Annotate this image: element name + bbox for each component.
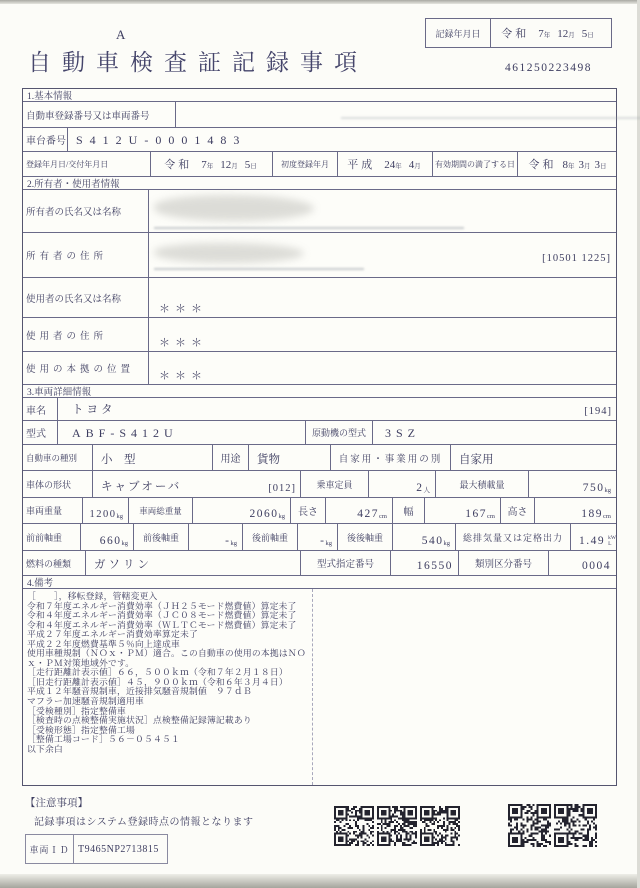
qr-code-pattern — [377, 806, 417, 846]
scan-edge-bottom — [0, 874, 640, 888]
length-value: 427 cm — [325, 498, 392, 523]
remark-line: ｘ・ＰＭ対策地域外です。 — [27, 657, 135, 668]
record-table — [22, 88, 617, 786]
remark-line: ［整備工場コード］５６－０５４５１ — [27, 734, 180, 745]
remark-line: 平成１２年騒音規制車，近接排気騒音規制値 ９７ｄＢ — [27, 686, 252, 697]
front-rear-axle-value: - kg — [188, 524, 242, 550]
record-date-box — [425, 18, 612, 48]
qr-code — [420, 806, 460, 846]
first-registration-value: 平成 24年 4月 — [337, 152, 432, 176]
base-location-row — [23, 352, 616, 385]
notice-title: 【注意事項】 — [25, 798, 88, 809]
rear-front-axle-label: 後前軸重 — [242, 524, 297, 550]
section-basic-title: 1.基本情報 — [27, 92, 73, 102]
owner-address-code: [10501 1225] — [542, 253, 611, 264]
record-date-value: 令和 7年 12月 5日 — [501, 28, 594, 40]
type-designation-label: 型式指定番号 — [300, 551, 390, 575]
remark-line: ［検査時の点検整備実施状況］点検整備記録簿記載あり — [27, 715, 252, 726]
section-vehicle-title: 3.車両詳細情報 — [27, 388, 92, 398]
vehicle-id-value: T9465NP2713815 — [78, 843, 159, 855]
front-rear-axle-label: 前後軸重 — [133, 524, 188, 550]
remarks-area — [23, 589, 616, 785]
gross-weight-label: 車両総重量 — [128, 498, 192, 523]
qr-code-pattern — [420, 806, 460, 846]
category-number-value: 0004 — [548, 551, 616, 575]
height-label: 高さ — [500, 498, 534, 523]
body-shape-row — [23, 471, 616, 498]
base-location-label: 使用の本拠の位置 — [26, 365, 135, 375]
model-label: 型式 — [26, 429, 46, 440]
vehicle-weight-label: 車両重量 — [26, 506, 63, 516]
user-address-stars: ＊＊＊ — [159, 337, 207, 349]
class-use-row — [23, 445, 616, 471]
weights-dimensions-row — [23, 498, 616, 524]
redaction-smudge — [341, 117, 640, 119]
registration-number-row — [23, 102, 616, 128]
vehicle-name-value — [57, 398, 616, 420]
remarks-divider — [312, 589, 313, 785]
section-vehicle-header — [23, 385, 616, 398]
chassis-number-label: 車台番号 — [26, 136, 66, 147]
rear-front-axle-value: - kg — [297, 524, 337, 550]
displacement-value: 1.49 kW L — [570, 524, 621, 550]
engine-model-label: 原動機の型式 — [305, 421, 372, 444]
fuel-type-value: ガソリン — [85, 551, 300, 575]
expiry-date-label: 有効期間の満了する日 — [432, 152, 517, 176]
redaction-smudge — [154, 227, 464, 229]
qr-code-pattern — [334, 806, 374, 846]
fuel-type-label: 燃料の種類 — [26, 558, 72, 569]
document-number: 461250223498 — [505, 62, 592, 74]
vehicle-weight-value: 1200 kg — [82, 498, 128, 523]
vehicle-name-text: トヨタ — [72, 404, 116, 416]
width-label: 幅 — [392, 498, 424, 523]
owner-name-row — [23, 190, 616, 233]
rear-rear-axle-value: 540 kg — [392, 524, 455, 550]
user-name-value — [148, 278, 616, 317]
owner-address-value — [148, 233, 616, 277]
type-designation-value: 16550 — [390, 551, 458, 575]
page-mark: A — [116, 27, 127, 42]
redaction-smudge — [154, 268, 364, 270]
capacity-value: 2 人 — [368, 471, 435, 497]
use-value: 貨物 — [248, 445, 330, 470]
category-number-label: 類別区分番号 — [458, 551, 548, 575]
chassis-number-row — [23, 128, 616, 152]
body-shape-text: キャブオーバ — [101, 481, 182, 493]
base-location-stars: ＊＊＊ — [159, 370, 207, 382]
vehicle-id-box — [25, 834, 168, 864]
remark-line: 令和４年度エネルギー消費効率（ＷＬＴＣモード燃費値）算定未了 — [27, 619, 297, 630]
remark-line: マフラー加速騒音規制適用車 — [27, 696, 144, 707]
qr-code — [377, 806, 417, 846]
remark-line: 令和７年度エネルギー消費効率（ＪＨ２５モード燃費値）算定未了 — [27, 600, 297, 611]
remark-line: 平成２２年度燃費基準５％向上達成車 — [27, 638, 180, 649]
model-value: ABF-S412U — [57, 421, 305, 444]
max-load-label: 最大積載量 — [435, 471, 528, 497]
qr-code — [334, 806, 374, 846]
use-label: 用途 — [212, 445, 248, 470]
fuel-row — [23, 551, 616, 576]
owner-address-label: 所有者の住所 — [26, 252, 108, 262]
vehicle-class-label: 自動車の種別 — [26, 452, 78, 463]
front-front-axle-value: 660 kg — [80, 524, 133, 550]
vehicle-name-code: [194] — [584, 406, 612, 417]
registration-date-value: 令和 7年 12月 5日 — [150, 152, 272, 176]
rear-rear-axle-label: 後後軸重 — [337, 524, 392, 550]
qr-code-pattern — [508, 804, 551, 847]
capacity-label: 乗車定員 — [300, 471, 368, 497]
private-business-value: 自家用 — [450, 445, 616, 470]
remark-line: 平成２７年度エネルギー消費効率算定未了 — [27, 629, 198, 640]
section-owner-header — [23, 177, 616, 190]
max-load-value: 750 kg — [528, 471, 616, 497]
gross-weight-value: 2060 kg — [192, 498, 290, 523]
body-shape-value — [92, 471, 300, 497]
user-name-row — [23, 278, 616, 318]
remarks-list — [27, 592, 616, 754]
registration-number-label: 自動車登録番号又は車両番号 — [26, 111, 150, 122]
section-remarks-title: 4.備考 — [27, 579, 54, 589]
engine-model-value: 3SZ — [372, 421, 616, 444]
user-address-value — [148, 318, 616, 351]
model-row — [23, 421, 616, 445]
registration-date-label: 登録年月日/交付年月日 — [26, 159, 109, 169]
remark-line: ［受検種別］指定整備車 — [27, 705, 126, 716]
vehicle-id-label: 車両ＩＤ — [26, 835, 74, 863]
registration-number-value — [175, 102, 616, 127]
user-name-stars: ＊＊＊ — [159, 303, 207, 315]
displacement-label: 総排気量又は定格出力 — [455, 524, 570, 550]
qr-code — [508, 804, 551, 847]
vehicle-class-value: 小 型 — [92, 445, 212, 470]
chassis-number-value: S412U-0001483 — [67, 128, 616, 151]
section-basic-header — [23, 89, 616, 102]
vehicle-name-row — [23, 398, 616, 421]
page-title: 自動車検査証記録事項 — [28, 50, 368, 75]
qr-code — [554, 804, 597, 847]
record-date-label: 記録年月日 — [426, 19, 491, 47]
remark-line: ［ ］，移転登録，管轄変更入 — [27, 591, 158, 601]
qr-code-pattern — [554, 804, 597, 847]
vehicle-name-label: 車名 — [26, 405, 46, 417]
base-location-value — [148, 352, 616, 384]
dates-row — [23, 152, 616, 177]
owner-address-row — [23, 233, 616, 278]
user-name-label: 使用者の氏名又は名称 — [26, 294, 122, 305]
owner-name-value — [148, 190, 616, 232]
first-registration-label: 初度登録年月 — [272, 152, 337, 176]
front-front-axle-label: 前前軸重 — [26, 532, 63, 543]
body-shape-code: [012] — [268, 483, 296, 494]
redaction-blob — [154, 195, 314, 221]
height-value: 189 cm — [534, 498, 616, 523]
remark-line: ［受検形態］指定整備工場 — [27, 724, 135, 735]
remark-line: 令和４年度エネルギー消費効率（ＪＣ０８モード燃費値）算定未了 — [27, 610, 297, 621]
user-address-label: 使用者の住所 — [26, 331, 108, 342]
body-shape-label: 車体の形状 — [26, 479, 72, 490]
expiry-date-value: 令和 8年 3月 3日 — [517, 152, 616, 176]
width-value: 167 cm — [424, 498, 500, 523]
scan-edge-top — [0, 0, 640, 4]
displacement-units: kW L — [608, 535, 617, 547]
length-label: 長さ — [290, 498, 325, 523]
remark-line: ［走行距離計表示値］６６，５００ｋｍ（令和７年２月１８日） — [27, 667, 288, 678]
owner-name-label: 所有者の氏名又は名称 — [26, 208, 122, 218]
user-address-row — [23, 318, 616, 352]
section-remarks-header — [23, 576, 616, 589]
notice-body: 記録事項はシステム登録時点の情報となります — [34, 817, 254, 828]
redaction-blob — [154, 243, 304, 263]
remark-line: 使用車種規制（ＮＯｘ・ＰＭ）適合。この自動車の使用の本拠はＮＯ — [27, 648, 306, 659]
remark-line: 以下余白 — [27, 743, 63, 754]
remark-line: ［旧走行距離計表示値］４５，９００ｋｍ（令和６年３月４日） — [27, 676, 288, 687]
section-owner-title: 2.所有者・使用者情報 — [27, 180, 120, 190]
private-business-label: 自家用・事業用の別 — [330, 445, 450, 470]
axle-weights-row — [23, 524, 616, 551]
